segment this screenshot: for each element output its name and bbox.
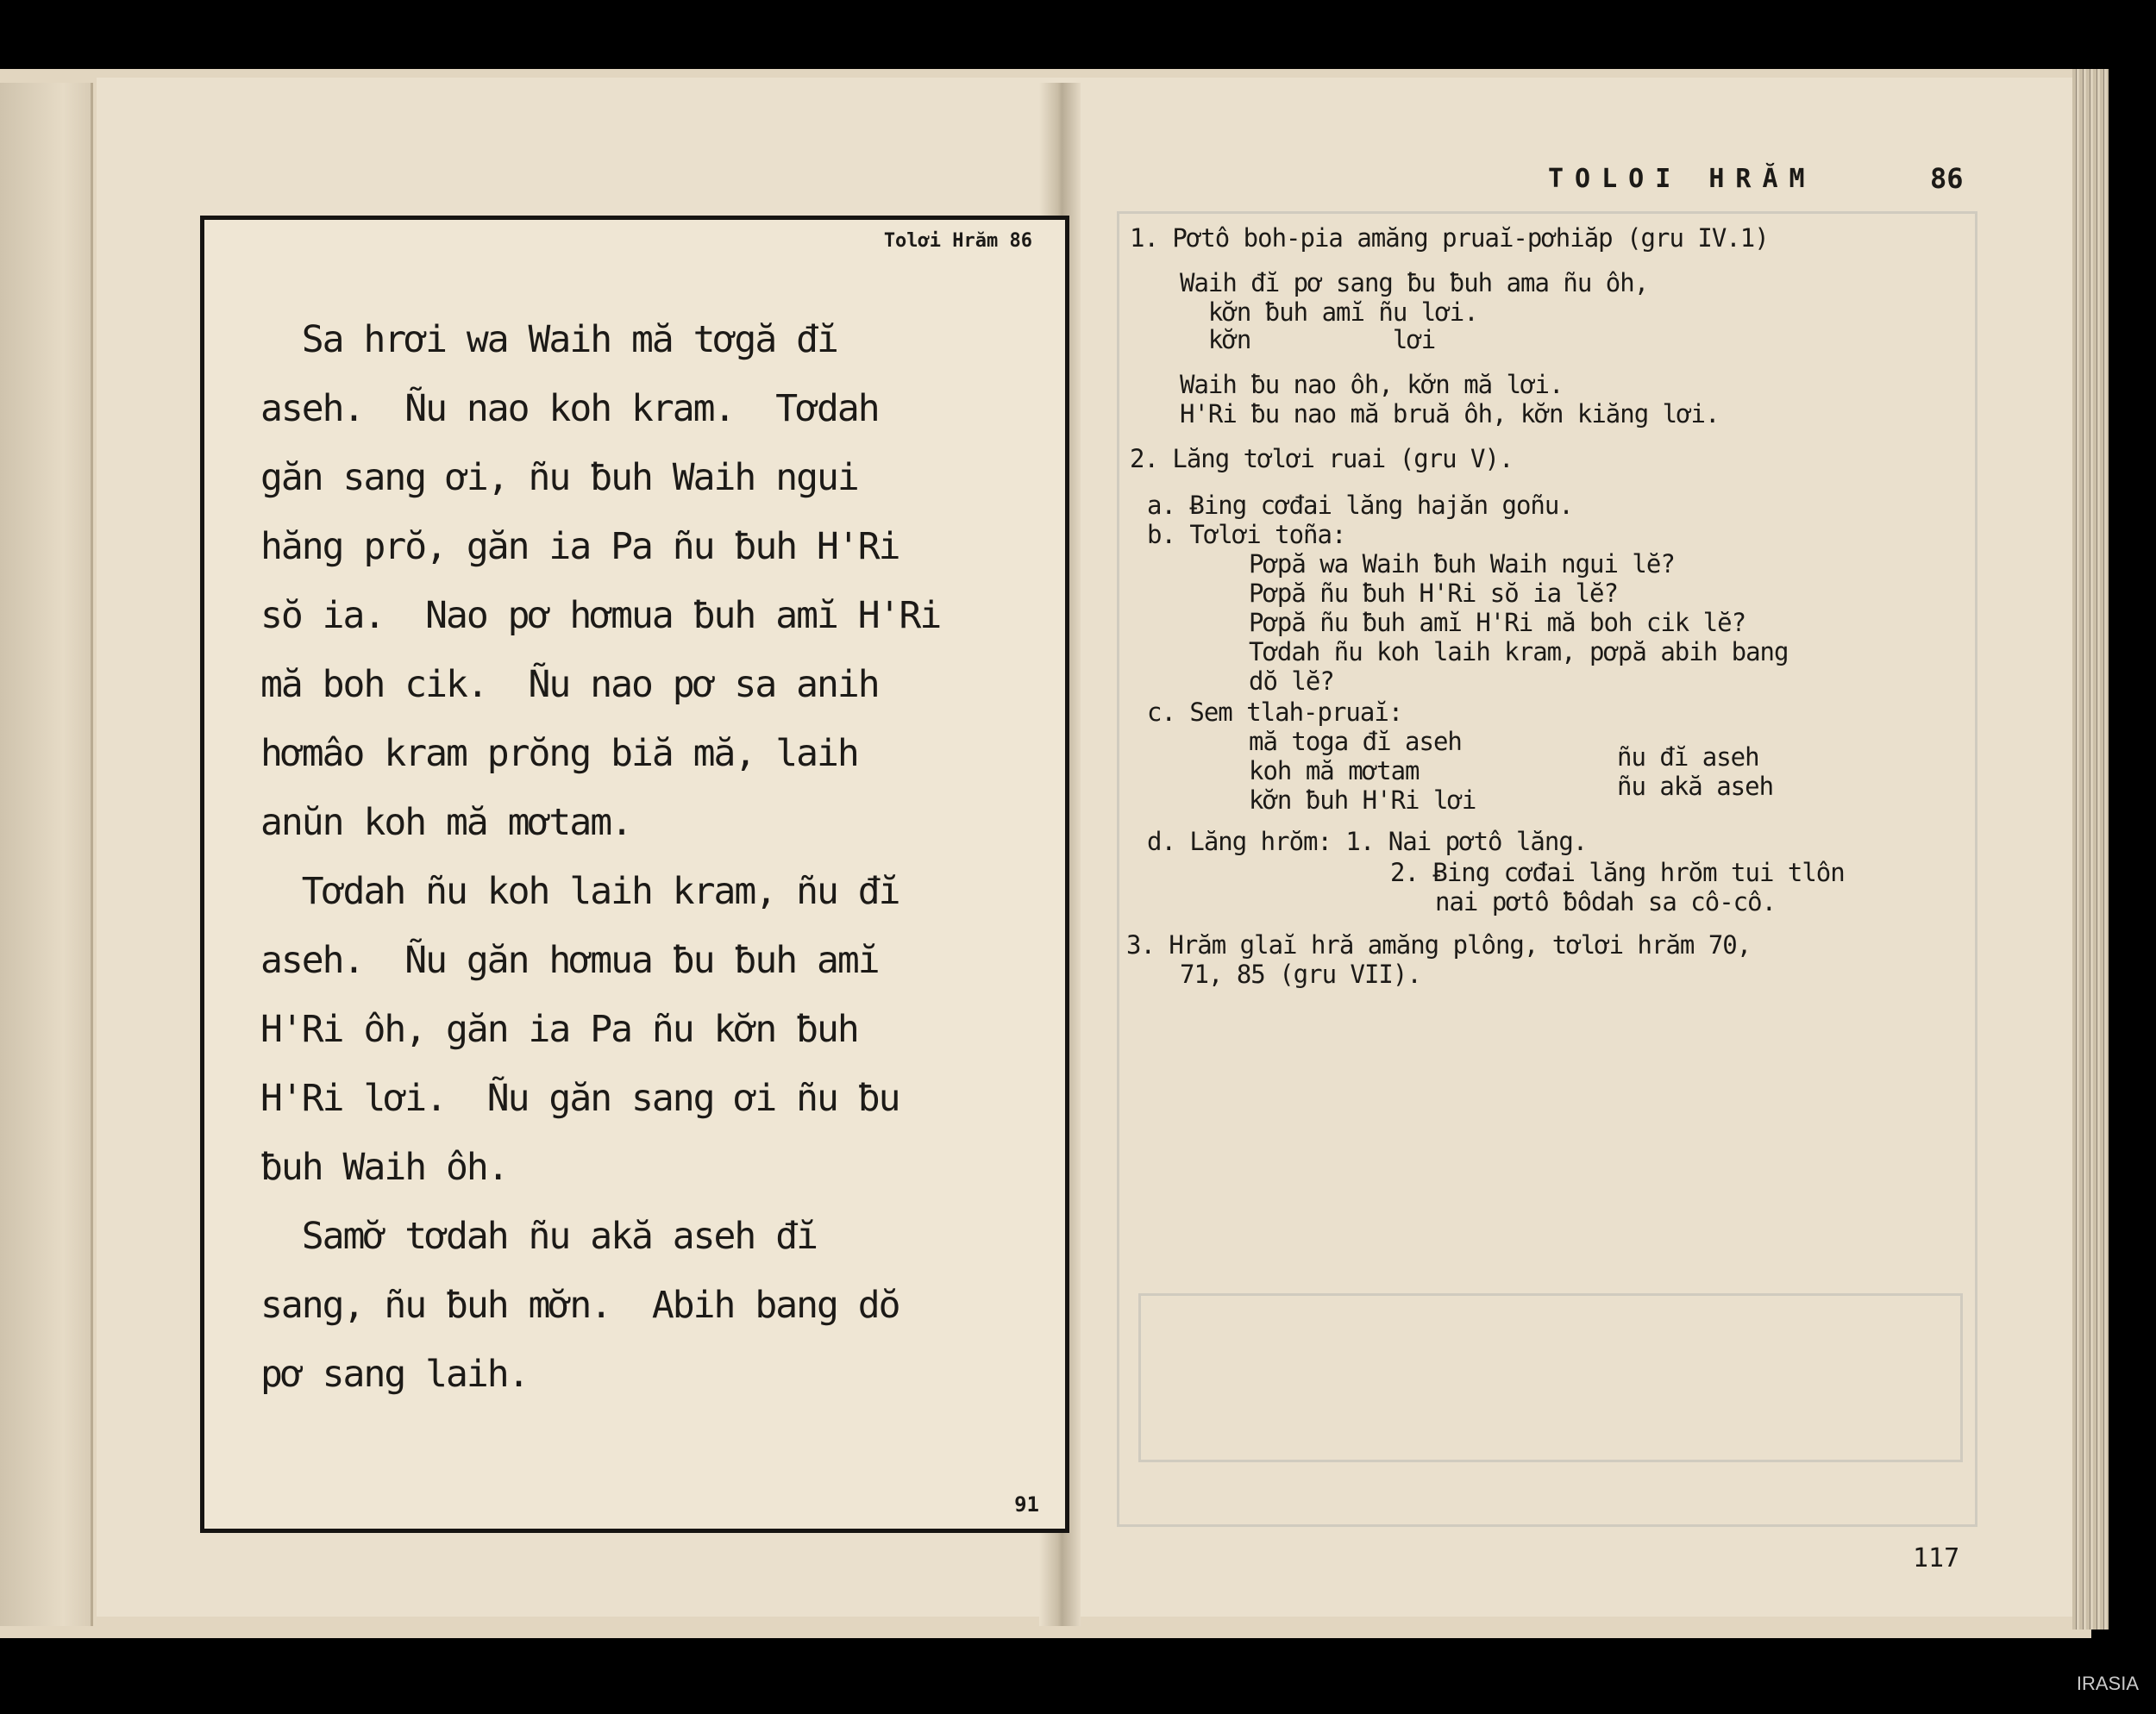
example-line: Waih ƀu nao ôh, kơ̆n mă lơi. (1180, 370, 1564, 399)
lesson-item-2: 2. Lăng tơlơi ruai (gru V). (1130, 444, 1514, 473)
example-line: Waih đĭ pơ sang ƀu ƀuh ama ñu ôh, (1180, 268, 1649, 297)
reading-line: pơ sang laih. (260, 1353, 529, 1396)
reading-line: sŏ ia. Nao pơ hơmua ƀuh amĭ H'Ri (260, 594, 941, 637)
archive-watermark: IRASIA (2076, 1673, 2139, 1694)
reading-line: aseh. Ñu nao koh kram. Tơdah (260, 387, 879, 430)
reading-frame (200, 216, 1069, 1533)
page-stack-edges (2072, 69, 2109, 1630)
question-line: dŏ lĕ? (1249, 666, 1334, 696)
question-line: Tơdah ñu koh laih kram, pơpă abih bang (1249, 637, 1789, 666)
lesson-item-3: 3. Hrăm glaĭ hră amăng plông, tơlơi hrăm 70, (1126, 930, 1752, 960)
question-line: Pơpă ñu ƀuh H'Ri sŏ ia lĕ? (1249, 579, 1618, 608)
reading-line: Samơ̆ tơdah ñu akă aseh đĭ (260, 1215, 817, 1258)
reading-line: ƀuh Waih ôh. (260, 1146, 508, 1189)
sub-item-d-step: 2. Ƀing cơđai lăng hrŏm tui tlôn (1390, 858, 1845, 887)
reading-line: hơmâo kram prŏng biă mă, laih (260, 732, 858, 775)
reading-line: sang, ñu ƀuh mơ̆n. Abih bang dŏ (260, 1284, 899, 1327)
reading-line: H'Ri lơi. Ñu găn sang ơi ñu ƀu (260, 1077, 899, 1120)
sub-item-b: b. Tơlơi toña: (1147, 520, 1346, 549)
reading-line: aseh. Ñu găn hơmua ƀu ƀuh amĭ (260, 939, 879, 982)
sub-item-c: c. Sem tlah-pruaĭ: (1147, 697, 1403, 727)
reading-line: Sa hrơi wa Waih mă tơgă đĭ (260, 318, 837, 361)
sub-item-d-step: nai pơtô ƀôdah sa cô-cô. (1435, 887, 1777, 916)
reading-line: anŭn koh mă mơtam. (260, 801, 631, 844)
lesson-item-1: 1. Pơtô boh-pia amăng pruaĭ-pơhiăp (gru IV.1) (1130, 223, 1769, 253)
phrase-line: ñu đĭ aseh (1617, 742, 1759, 772)
example-line: kơ̆n ƀuh amĭ ñu lơi. (1180, 297, 1478, 327)
previous-page-edge (0, 83, 93, 1626)
running-head: TOLOI HRĂM (1548, 164, 1816, 194)
reading-line: H'Ri ôh, găn ia Pa ñu kơ̆n ƀuh (260, 1008, 858, 1051)
example-line: kơ̆n lơi (1180, 325, 1436, 354)
sub-item-d: d. Lăng hrŏm: 1. Nai pơtô lăng. (1147, 827, 1588, 856)
phrase-line: mă toga đĭ aseh (1249, 727, 1462, 756)
sub-item-a: a. Ƀing cơđai lăng hajăn goñu. (1147, 491, 1573, 520)
reading-line: găn sang ơi, ñu ƀuh Waih ngui (260, 456, 858, 499)
frame-page-number: 91 (1014, 1492, 1039, 1517)
show-through-box (1138, 1293, 1963, 1462)
example-line: H'Ri ƀu nao mă bruă ôh, kơ̆n kiăng lơi. (1180, 399, 1720, 428)
phrase-line: koh mă mơtam (1249, 756, 1420, 785)
page-number: 117 (1913, 1543, 1960, 1573)
question-line: Pơpă wa Waih ƀuh Waih ngui lĕ? (1249, 549, 1675, 579)
running-head-number: 86 (1930, 162, 1964, 195)
reading-line: hăng prŏ, găn ia Pa ñu ƀuh H'Ri (260, 525, 899, 568)
phrase-line: kơ̆n ƀuh H'Ri lơi (1249, 785, 1476, 815)
phrase-line: ñu akă aseh (1617, 772, 1774, 801)
frame-header: Tolơi Hrăm 86 (883, 230, 1032, 252)
lesson-item-3-cont: 71, 85 (gru VII). (1180, 960, 1421, 989)
reading-line: Tơdah ñu koh laih kram, ñu đĭ (260, 870, 899, 913)
reading-line: mă boh cik. Ñu nao pơ sa anih (260, 663, 879, 706)
question-line: Pơpă ñu ƀuh amĭ H'Ri mă boh cik lĕ? (1249, 608, 1746, 637)
